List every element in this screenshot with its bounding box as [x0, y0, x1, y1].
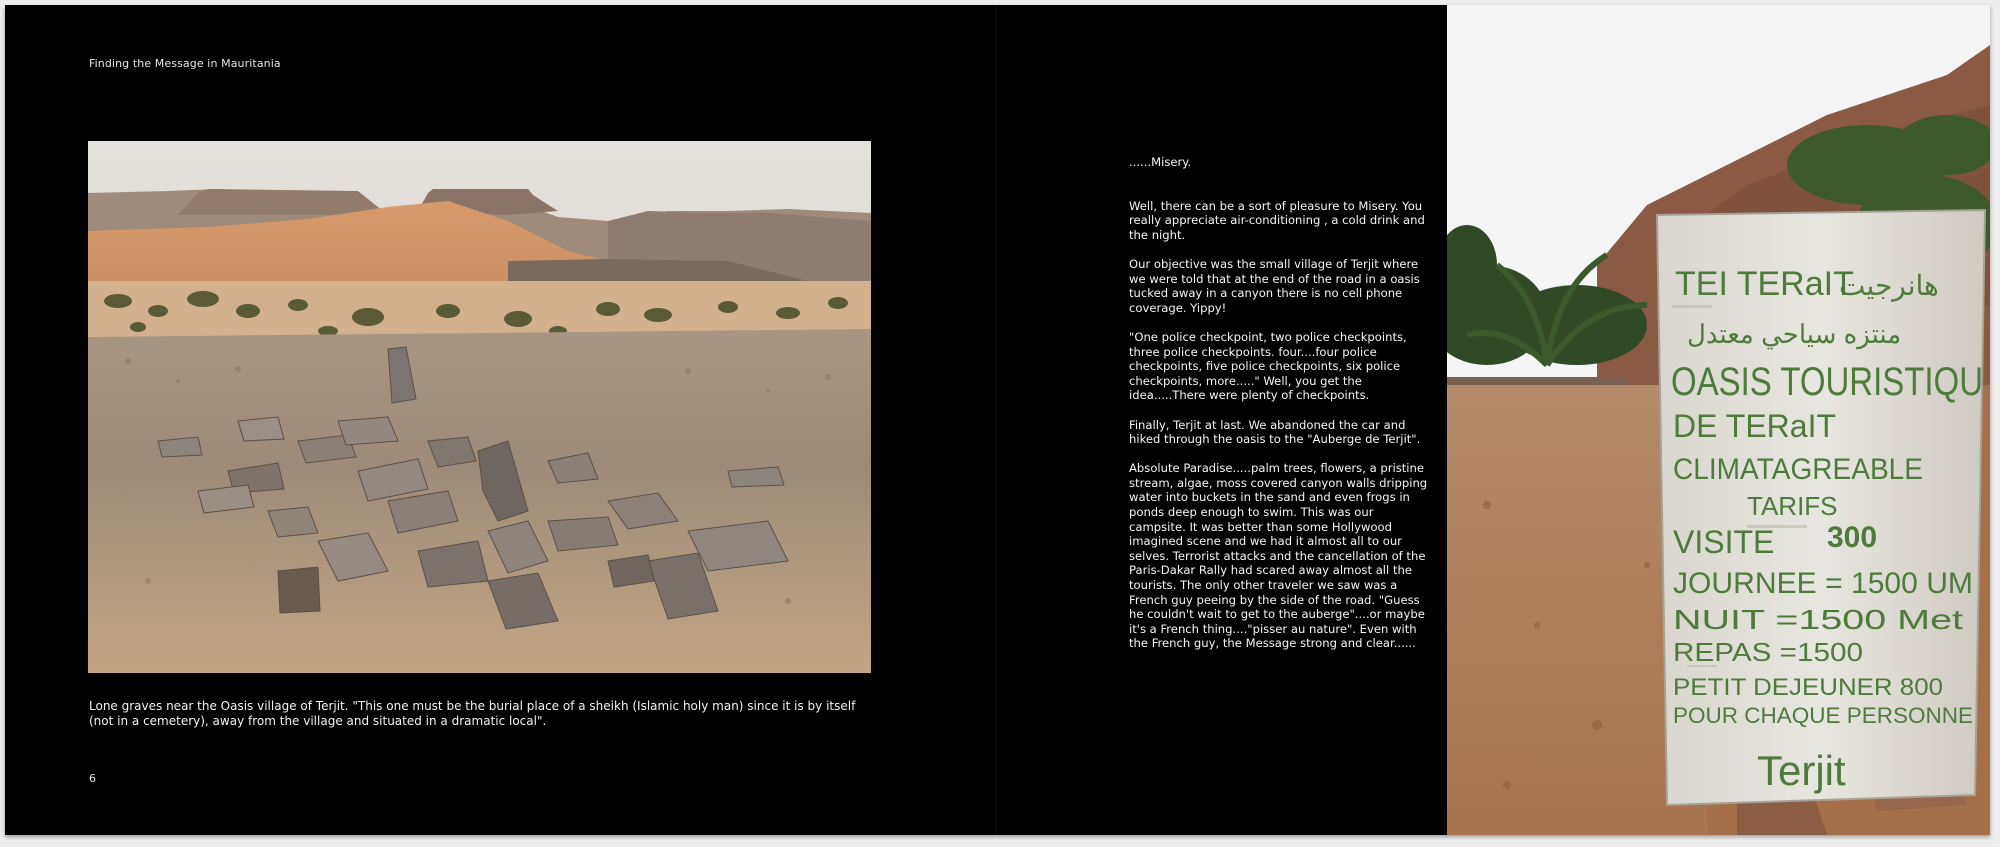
svg-text:CLIMATAGREABLE: CLIMATAGREABLE: [1673, 453, 1923, 486]
story-paragraph: "One police checkpoint, two police checkpoints, three police checkpoints. four....four police checkpoints, five police checkpoints, six police checkpoints, more....." Well, you get the idea.....There were plenty of checkpoints.: [1129, 329, 1407, 403]
desert-grave-photo: [88, 141, 871, 673]
svg-text:NUIT =1500 Met: NUIT =1500 Met: [1673, 604, 1964, 635]
story-paragraph: Well, there can be a sort of pleasure to Misery. You really appreciate air-conditioning , a cold drink and the night.: [1129, 198, 1425, 242]
svg-text:VISITE: VISITE: [1673, 524, 1775, 560]
page-number: 6: [89, 772, 96, 785]
story-paragraph: Finally, Terjit at last. We abandoned the car and hiked through the oasis to the "Auberge de Terjit".: [1129, 417, 1421, 447]
svg-text:POUR CHAQUE PERSONNE: POUR CHAQUE PERSONNE: [1673, 703, 1973, 728]
svg-text:OASIS TOURISTIQU: OASIS TOURISTIQU: [1671, 360, 1983, 404]
story-text: [1129, 155, 1429, 666]
svg-text:PETIT DEJEUNER 800: PETIT DEJEUNER 800: [1673, 674, 1943, 701]
svg-text:DE TERaIT: DE TERaIT: [1673, 408, 1836, 444]
story-paragraph: Our objective was the small village of Terjit where we were told that at the end of the road in a oasis tucked away in a canyon there is no cell phone coverage. Yippy!: [1129, 256, 1420, 315]
svg-text:REPAS =1500: REPAS =1500: [1673, 637, 1863, 667]
photo-caption: Lone graves near the Oasis village of Terjit. "This one must be the burial place of a sheikh (Islamic holy man) since it is by itself (not in a cemetery), away from the village and situated in a dramatic local".: [89, 699, 856, 728]
running-header: Finding the Message in Mauritania: [89, 57, 281, 70]
svg-text:TARIFS: TARIFS: [1747, 491, 1838, 521]
svg-text:TEI TERaIT: TEI TERaIT: [1675, 265, 1854, 303]
book-spread: [5, 5, 1990, 835]
svg-text:Terjit: Terjit: [1757, 747, 1846, 794]
story-paragraph: Absolute Paradise.....palm trees, flowers, a pristine stream, algae, moss covered canyon walls dripping water into buckets in the sand and even frogs in ponds deep enough to swim. This was our campsite. It was better than some Hollywood imagined scene and we had it almost all to our selves. Terrorist attacks and the cancellation of the Paris-Dakar Rally had scared away almost all the tourists. The only other traveler we saw was a French guy peeing by the side of the road. "Guess he couldn't wait to get to the auberge"....or maybe it's a French thing...."pisser au nature". Even with the French guy, the Message strong and clear......: [1129, 461, 1428, 651]
svg-text:JOURNEE = 1500 UM: JOURNEE = 1500 UM: [1673, 567, 1973, 600]
book-gutter: [996, 5, 997, 835]
story-paragraph: ......Misery.: [1129, 155, 1192, 169]
svg-text:ﻣﻨﺘﺰﻩ ﺳﻴﺎﺣﻲ ﻣﻌﺘﺪﻝ: ﻣﻨﺘﺰﻩ ﺳﻴﺎﺣﻲ ﻣﻌﺘﺪﻝ: [1687, 319, 1902, 349]
svg-text:300: 300: [1827, 521, 1878, 554]
svg-text:ﻫﺎﻧﺮﺟﻴﺖ: ﻫﺎﻧﺮﺟﻴﺖ: [1839, 270, 1939, 301]
oasis-sign-photo: [1447, 5, 1990, 835]
